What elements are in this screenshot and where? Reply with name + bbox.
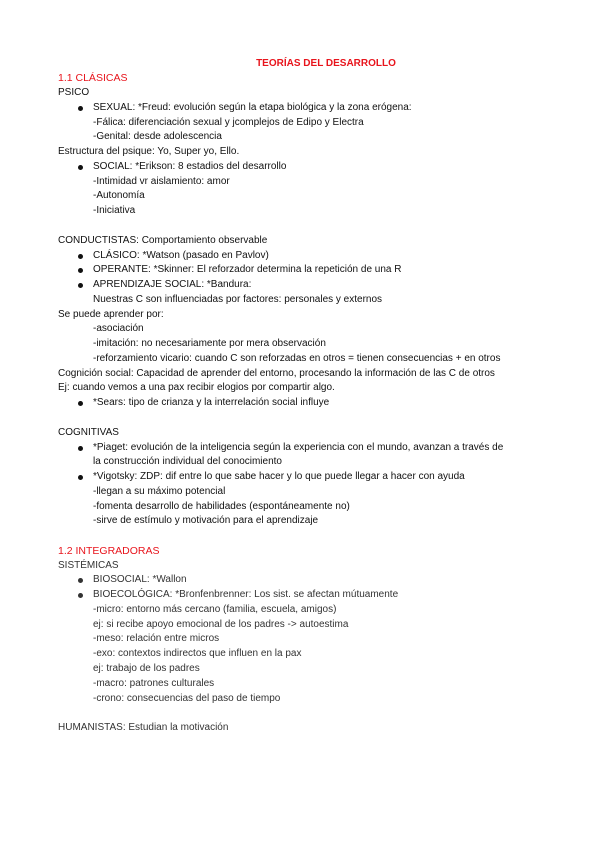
line-text: *Vigotsky: ZDP: dif entre lo que sabe hacer y lo que puede llegar a hacer con ayuda — [93, 471, 465, 483]
sub-item — [58, 500, 558, 515]
line-text: -Genital: desde adolescencia — [93, 131, 222, 143]
sub-item — [58, 662, 558, 677]
bullet-item — [58, 573, 558, 588]
bullet-icon — [78, 254, 83, 259]
sub-item — [58, 337, 558, 352]
line-text: BIOSOCIAL: *Wallon — [93, 574, 187, 586]
blank-line — [58, 706, 558, 721]
text-line — [58, 367, 558, 382]
sub-item — [58, 130, 558, 145]
bullet-icon — [78, 268, 83, 273]
line-text: 1.2 INTEGRADORAS — [58, 544, 160, 557]
line-text: -Intimidad vr aislamiento: amor — [93, 175, 230, 187]
line-text: ej: trabajo de los padres — [93, 662, 200, 674]
sub-item — [58, 603, 558, 618]
text-line — [58, 145, 558, 160]
line-text: *Piaget: evolución de la inteligencia según la experiencia con el mundo, avanzan a través de — [93, 441, 504, 453]
line-text: ej: si recibe apoyo emocional de los padres -> autoestima — [93, 618, 349, 630]
line-text: -asociación — [93, 323, 144, 335]
bullet-item — [58, 470, 558, 485]
line-text: Se puede aprender por: — [58, 308, 164, 320]
text-line — [58, 381, 558, 396]
text-line — [58, 234, 558, 249]
blank-line — [58, 411, 558, 426]
bullet-icon — [78, 165, 83, 170]
line-text: Estructura del psique: Yo, Super yo, Ello. — [58, 146, 240, 158]
sub-item — [58, 647, 558, 662]
bullet-item — [58, 441, 558, 456]
line-text: -crono: consecuencias del paso de tiempo — [93, 692, 281, 704]
line-text: -fomenta desarrollo de habilidades (espontáneamente no) — [93, 500, 350, 512]
text-line — [58, 308, 558, 323]
line-text: HUMANISTAS: Estudian la motivación — [58, 722, 229, 734]
line-text: -reforzamiento vicario: cuando C son reforzadas en otros = tienen consecuencias + en otros — [93, 352, 501, 364]
bullet-icon — [78, 475, 83, 480]
text-line — [58, 559, 558, 574]
bullet-item — [58, 101, 558, 116]
sub-item — [58, 116, 558, 131]
line-text: SOCIAL: *Erikson: 8 estadios del desarrollo — [93, 160, 287, 172]
line-text: APRENDIZAJE SOCIAL: *Bandura: — [93, 279, 252, 291]
sub-item — [58, 293, 558, 308]
bullet-item — [58, 249, 558, 264]
line-text: COGNITIVAS — [58, 426, 119, 438]
sub-item — [58, 514, 558, 529]
line-text: -llegan a su máximo potencial — [93, 485, 226, 497]
section-heading — [58, 544, 558, 559]
line-text: -exo: contextos indirectos que influen en la pax — [93, 648, 302, 660]
line-text: la construcción individual del conocimiento — [93, 456, 282, 468]
document-title: TEORÍAS DEL DESARROLLO — [256, 57, 396, 69]
blank-line — [58, 219, 558, 234]
bullet-item — [58, 588, 558, 603]
sub-item — [58, 692, 558, 707]
line-text: *Sears: tipo de crianza y la interrelación social influye — [93, 397, 330, 409]
sub-item — [58, 189, 558, 204]
line-text: -Autonomía — [93, 190, 145, 202]
line-text: PSICO — [58, 87, 90, 99]
line-text: OPERANTE: *Skinner: El reforzador determina la repetición de una R — [93, 264, 402, 276]
sub-item — [58, 485, 558, 500]
sub-item — [58, 632, 558, 647]
line-text: CLÁSICO: *Watson (pasado en Pavlov) — [93, 249, 269, 261]
bullet-icon — [78, 593, 83, 598]
text-line — [58, 426, 558, 441]
bullet-item — [58, 160, 558, 175]
sub-item — [58, 204, 558, 219]
sub-item — [58, 352, 558, 367]
line-text: -micro: entorno más cercano (familia, escuela, amigos) — [93, 603, 337, 615]
bullet-item — [58, 263, 558, 278]
line-text: Cognición social: Capacidad de aprender del entorno, procesando la información de las C de otros — [58, 367, 495, 379]
sub-item — [58, 175, 558, 190]
line-text: Ej: cuando vemos a una pax recibir elogios por compartir algo. — [58, 382, 335, 394]
blank-line — [58, 529, 558, 544]
line-text: CONDUCTISTAS: Comportamiento observable — [58, 234, 268, 246]
bullet-icon — [78, 578, 83, 583]
line-text: -imitación: no necesariamente por mera observación — [93, 338, 326, 350]
section-heading — [58, 71, 558, 86]
line-text: -macro: patrones culturales — [93, 677, 215, 689]
line-text: Nuestras C son influenciadas por factores: personales y externos — [93, 293, 383, 305]
line-text: SISTÉMICAS — [58, 559, 119, 571]
sub-item — [58, 677, 558, 692]
line-text: -meso: relación entre micros — [93, 633, 220, 645]
sub-item — [58, 322, 558, 337]
line-text: -Fálica: diferenciación sexual y jcomplejos de Edipo y Electra — [93, 116, 364, 128]
line-text: 1.1 CLÁSICAS — [58, 72, 128, 85]
bullet-icon — [78, 283, 83, 288]
line-text: SEXUAL: *Freud: evolución según la etapa biológica y la zona erógena: — [93, 101, 412, 113]
sub-item — [58, 618, 558, 633]
bullet-icon — [78, 106, 83, 111]
bullet-icon — [78, 446, 83, 451]
line-text: BIOECOLÓGICA: *Bronfenbrenner: Los sist. se afectan mútuamente — [93, 589, 399, 601]
text-line — [58, 721, 558, 736]
line-text: -sirve de estímulo y motivación para el aprendizaje — [93, 515, 319, 527]
sub-item — [58, 455, 558, 470]
bullet-item — [58, 396, 558, 411]
text-line — [58, 86, 558, 101]
document-page — [58, 57, 558, 736]
bullet-item — [58, 278, 558, 293]
line-text: -Iniciativa — [93, 205, 136, 217]
bullet-icon — [78, 401, 83, 406]
